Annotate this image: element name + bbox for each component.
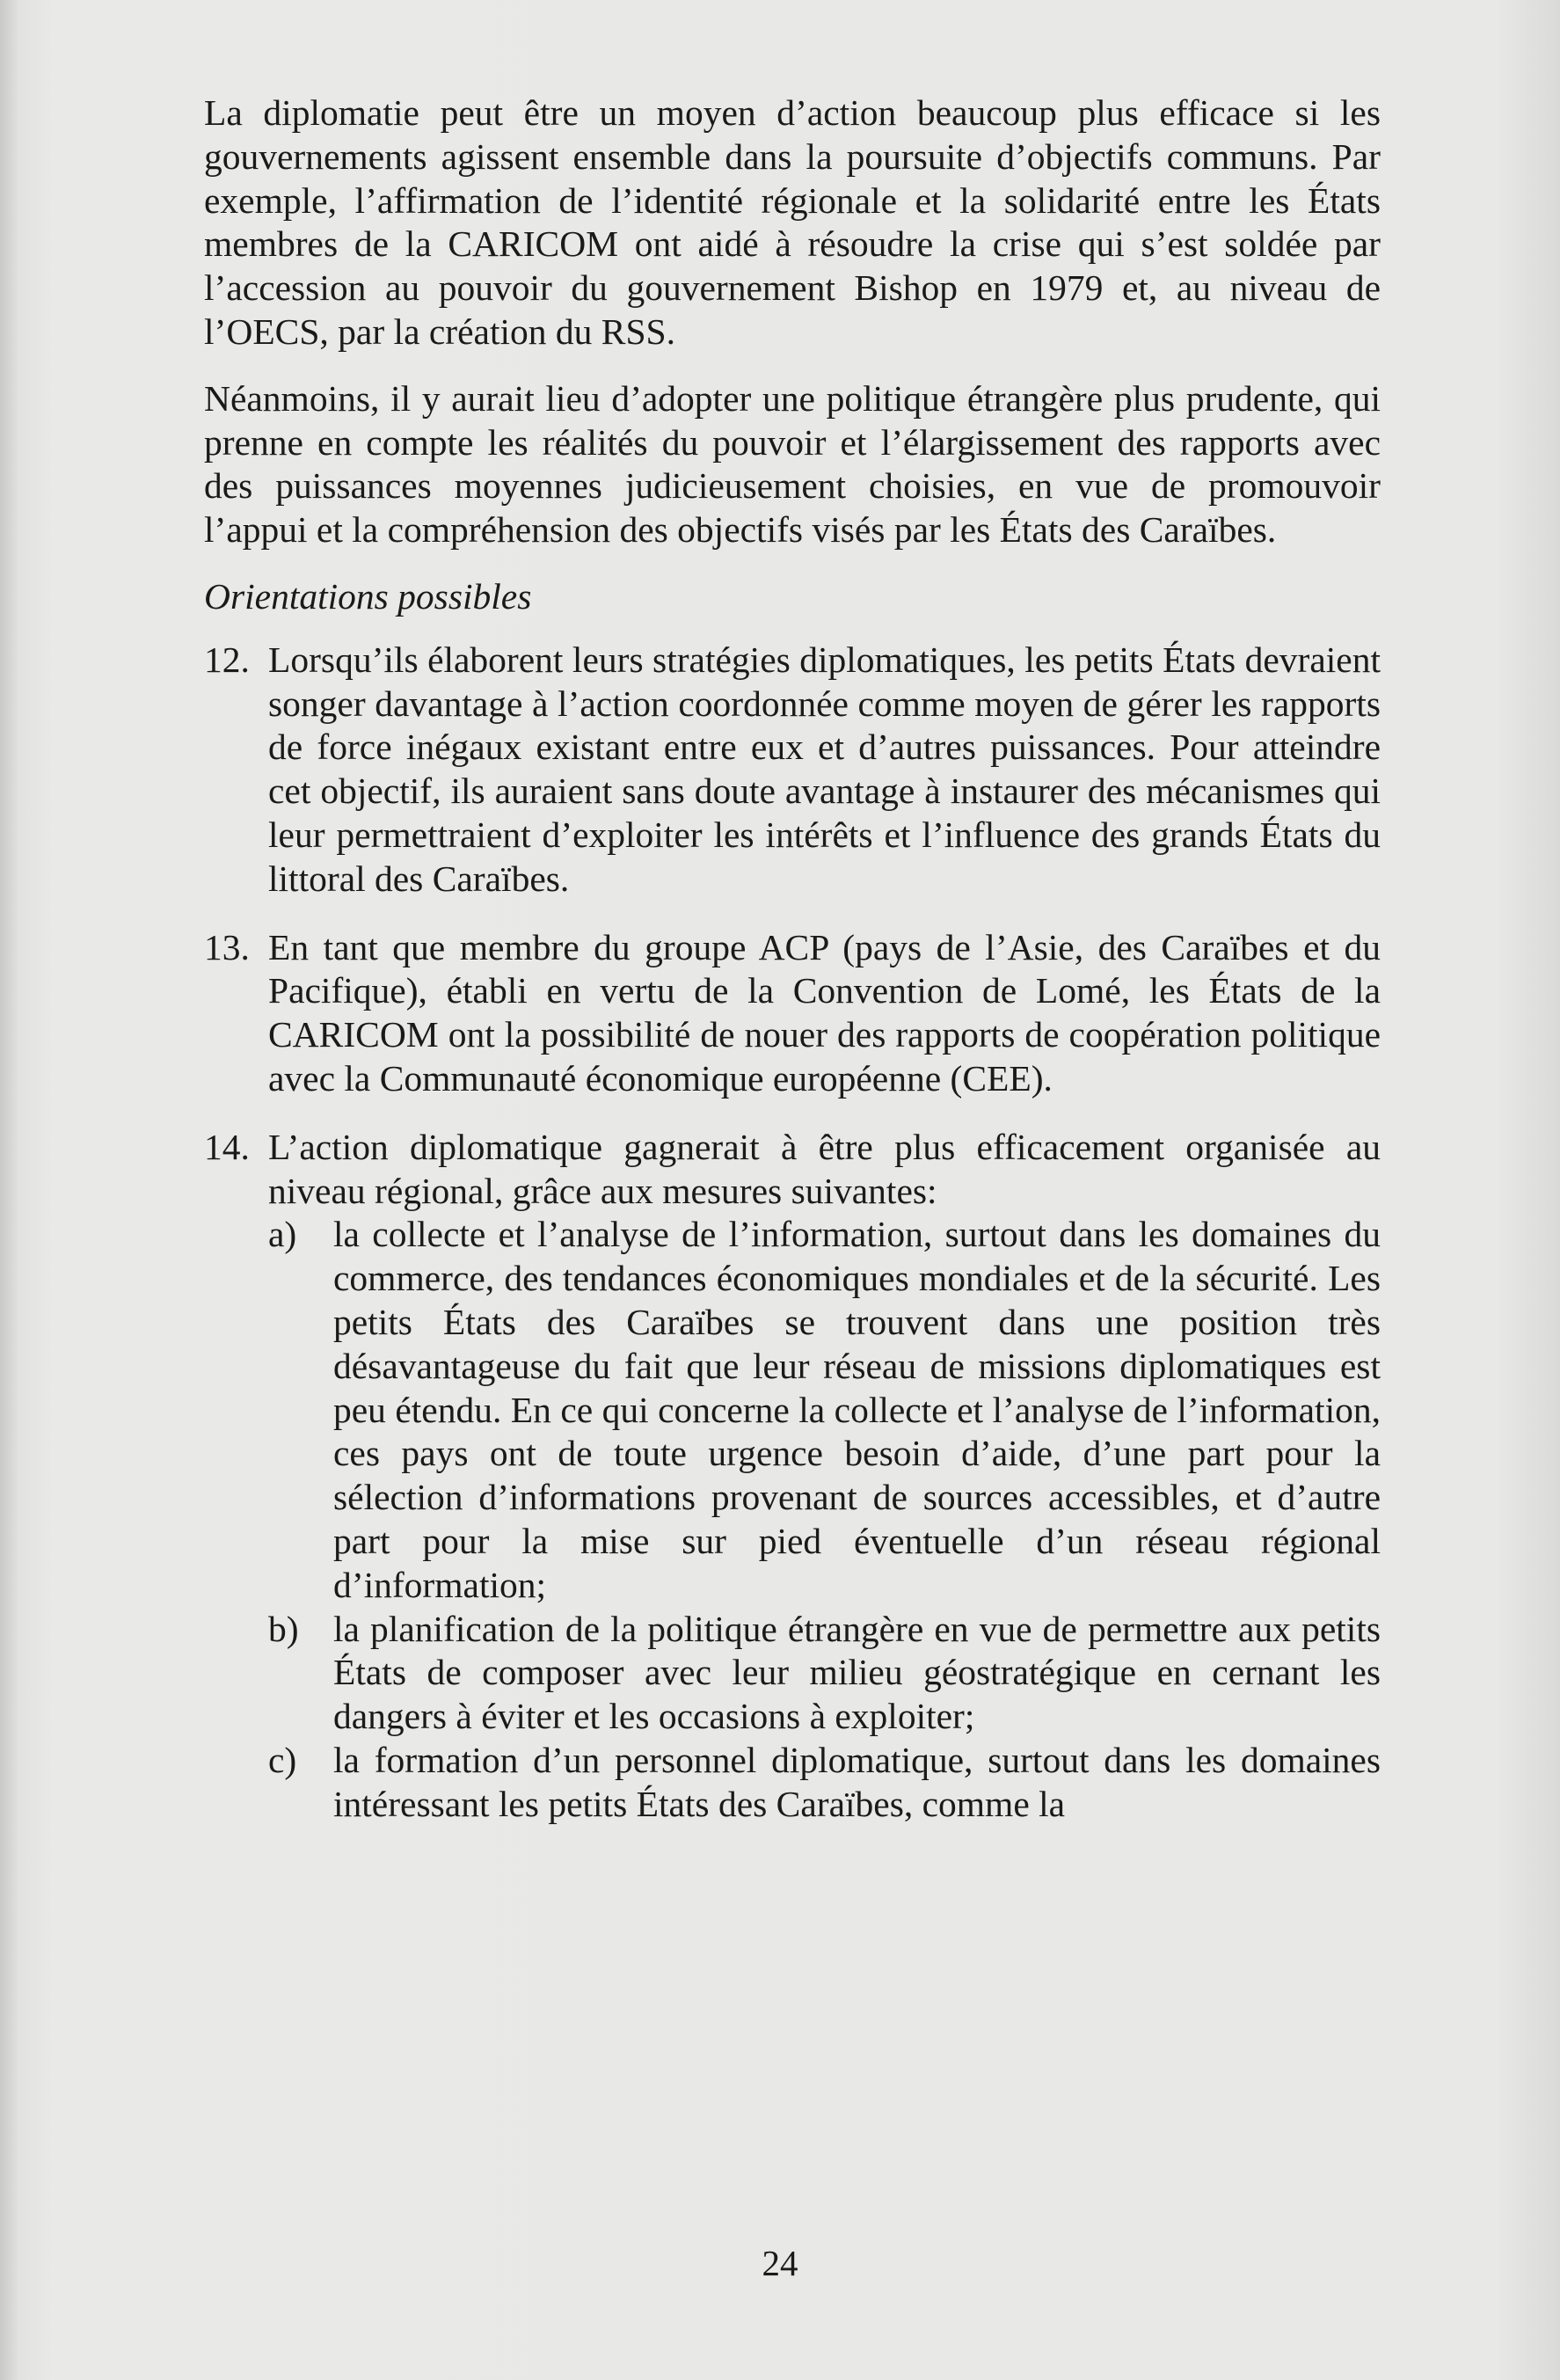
item-number: 12. <box>204 639 250 680</box>
page-number: 24 <box>762 2243 798 2283</box>
body-text <box>204 91 1381 1851</box>
paragraph-diplomatie: La diplomatie peut être un moyen d’action beaucoup plus efficace si les gouvernements agissent ensemble dans la poursuite d’objectifs communs. Par exemple, l’affirmation de l’identité régionale et la solidarité entre les États membres de la CARICOM ont aidé à résoudre la crise qui s’est soldée par l’accession au pouvoir du gouvernement Bishop en 1979 et, au niveau de l’OECS, par la création du RSS. <box>204 92 1381 352</box>
subitem-letter: a) <box>268 1214 297 1255</box>
numbered-item-12 <box>204 639 1381 902</box>
item-text: En tant que membre du groupe ACP (pays de l’Asie, des Caraïbes et du Pacifique), établi en vertu de la Convention de Lomé, les États de la CARICOM ont la possibilité de nouer des rapports de coopération politique avec la Communauté économique européenne (CEE). <box>268 926 1381 1099</box>
subitem-letter: c) <box>268 1739 297 1780</box>
numbered-item-13 <box>204 926 1381 1101</box>
item-number: 14. <box>204 1126 250 1167</box>
item-text: L’action diplomatique gagnerait à être plus efficacement organisée au niveau régional, grâce aux mesures suivantes: <box>268 1126 1381 1211</box>
subitem-text: la collecte et l’analyse de l’information, surtout dans les domaines du commerce, des tendances économiques mondiales et de la sécurité. Les petits États des Caraïbes se trouvent dans une position très désavantageuse du fait que leur réseau de missions diplomatiques est peu étendu. En ce qui concerne la collecte et l’analyse de l’information, ces pays ont de toute urgence besoin d’aide, d’une part pour la sélection d’informations provenant de sources accessibles, et d’autre part pour la mise sur pied éventuelle d’un réseau régional d’information; <box>333 1214 1381 1605</box>
subitem-a <box>268 1213 1381 1607</box>
subitem-text: la planification de la politique étrangère en vue de permettre aux petits États de composer avec leur milieu géostratégique en cernant les dangers à éviter et les occasions à exploiter; <box>333 1608 1381 1737</box>
item-text: Lorsqu’ils élaborent leurs stratégies diplomatiques, les petits États devraient songer davantage à l’action coordonnée comme moyen de gérer les rapports de force inégaux existant entre eux et d’autres puissances. Pour atteindre cet objectif, ils auraient sans doute avantage à instaurer des mécanismes qui leur permettraient d’exploiter les intérêts et l’influence des grands États du littoral des Caraïbes. <box>268 639 1381 899</box>
section-heading: Orientations possibles <box>204 575 532 617</box>
paragraph-neanmoins: Néanmoins, il y aurait lieu d’adopter une politique étrangère plus prudente, qui prenne en compte les réalités du pouvoir et l’élargissement des rapports avec des puissances moyennes judicieusement choisies, en vue de promouvoir l’appui et la compréhension des objectifs visés par les États des Caraïbes. <box>204 377 1381 551</box>
numbered-item-14 <box>204 1126 1381 1827</box>
subitem-b <box>268 1608 1381 1739</box>
item-body <box>268 1126 1381 1827</box>
subitem-letter: b) <box>268 1608 299 1649</box>
subitem-c <box>268 1739 1381 1827</box>
subitem-text: la formation d’un personnel diplomatique, surtout dans les domaines intéressant les petits États des Caraïbes, comme la <box>333 1739 1381 1824</box>
item-number: 13. <box>204 926 250 967</box>
